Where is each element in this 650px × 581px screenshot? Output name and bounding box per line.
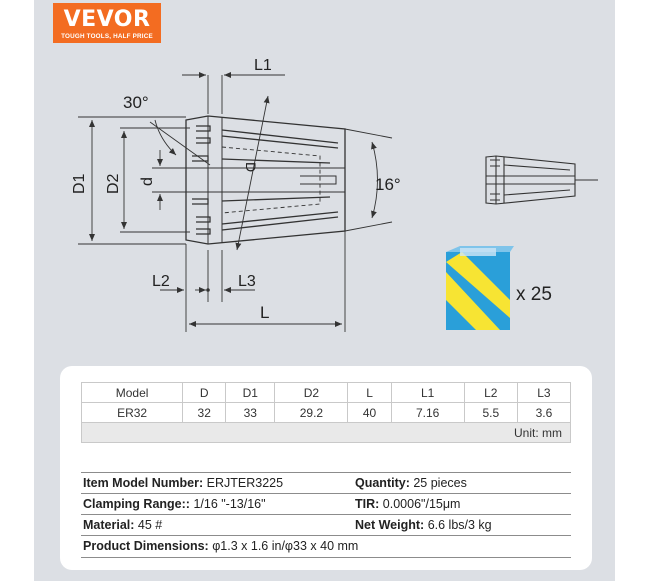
d2-label: D2 [105, 173, 122, 194]
value-cell: 33 [226, 403, 275, 423]
unit-row [82, 423, 571, 443]
value-cell: 40 [348, 403, 391, 423]
brand-name: VEVOR [63, 7, 151, 32]
d-bore-label: d [139, 177, 156, 186]
item-model-label: Item Model Number: [83, 476, 204, 490]
info-row-dimensions [81, 535, 571, 558]
info-row-material [81, 514, 571, 536]
quantity-label: Quantity: [355, 476, 410, 490]
dimensions-value: φ1.3 x 1.6 in/φ33 x 40 mm [212, 539, 359, 553]
clamping-label: Clamping Range:: [83, 497, 190, 511]
value-cell: 29.2 [275, 403, 348, 423]
l1-label: L1 [254, 57, 272, 74]
clamping-value: 1/16 "-13/16" [193, 497, 266, 511]
info-row-model [81, 472, 571, 494]
header-cell: Model [82, 383, 183, 403]
item-model-value: ERJTER3225 [206, 476, 284, 490]
tir-label: TIR: [355, 497, 380, 511]
value-cell: ER32 [82, 403, 183, 423]
material-label: Material: [83, 518, 135, 532]
spec-header-row [82, 383, 571, 403]
header-cell: D2 [275, 383, 348, 403]
collet-side-view [186, 116, 345, 244]
header-cell: L2 [464, 383, 517, 403]
l2-label: L2 [152, 273, 170, 290]
info-row-clamping [81, 493, 571, 515]
d1-label: D1 [71, 173, 88, 194]
header-cell: L [348, 383, 391, 403]
material-value: 45 # [137, 518, 163, 532]
unit-note: Unit: mm [82, 423, 571, 443]
l3-label: L3 [238, 273, 256, 290]
header-cell: L3 [517, 383, 570, 403]
value-cell: 32 [183, 403, 226, 423]
weight-label: Net Weight: [355, 518, 425, 532]
value-cell: 7.16 [391, 403, 464, 423]
brand-tagline: TOUGH TOOLS, HALF PRICE [61, 33, 153, 40]
quantity-value: 25 pieces [413, 476, 467, 490]
angle-30-label: 30° [123, 93, 149, 112]
quantity-mark: x 25 [516, 284, 552, 305]
dimensions-label: Product Dimensions: [83, 539, 209, 553]
package-box-icon [446, 246, 514, 330]
header-cell: D1 [226, 383, 275, 403]
header-cell: L1 [391, 383, 464, 403]
weight-value: 6.6 lbs/3 kg [427, 518, 492, 532]
spec-card [60, 366, 592, 570]
d-taper-label: D [243, 162, 259, 173]
spec-value-row [82, 403, 571, 423]
collet-small-view [486, 156, 598, 204]
header-cell: D [183, 383, 226, 403]
tir-value: 0.0006"/15μm [382, 497, 461, 511]
value-cell: 3.6 [517, 403, 570, 423]
value-cell: 5.5 [464, 403, 517, 423]
l-label: L [260, 303, 270, 322]
spec-table [81, 382, 571, 443]
angle-16-label: 16° [375, 175, 401, 194]
